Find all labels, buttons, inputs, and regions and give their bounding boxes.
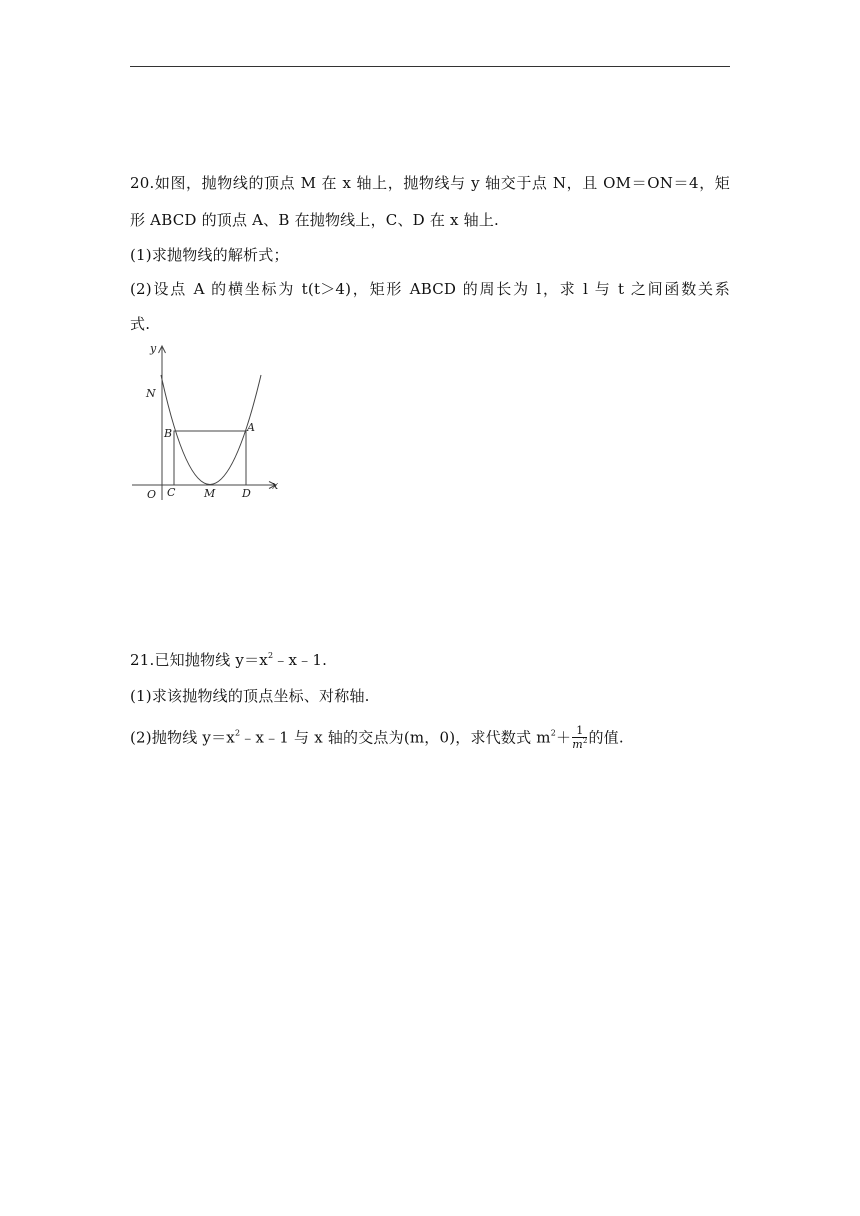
parabola-figure — [130, 340, 282, 505]
q21-part2-sup1: 2 — [234, 728, 241, 738]
q21-part2-sup2: 2 — [550, 728, 556, 738]
q21-line1-post: ﹣x﹣1. — [273, 651, 328, 669]
q20-line1: 20.如图，抛物线的顶点 M 在 x 轴上，抛物线与 y 轴交于点 N，且 OM＝ON＝4，矩 — [130, 174, 730, 192]
q21-line1-sup: 2 — [267, 651, 274, 660]
q20-line2: 形 ABCD 的顶点 A、B 在抛物线上，C、D 在 x 轴上. — [130, 211, 500, 229]
q21-part2 — [130, 725, 730, 752]
label-b: B — [164, 427, 173, 440]
q21-part2-plus: ＋ — [555, 728, 572, 747]
label-a: A — [247, 421, 255, 434]
q21-part2-c: 的值. — [588, 728, 624, 747]
q21-line1 — [130, 650, 730, 670]
q20-part2-line1: (2)设点 A 的横坐标为 t(t＞4)，矩形 ABCD 的周长为 l，求 l 与 t 之间函数关系 — [130, 280, 730, 298]
fraction-numerator: 1 — [572, 724, 587, 738]
q21-part1: (1)求该抛物线的顶点坐标、对称轴. — [130, 687, 370, 705]
q20-part1: (1)求抛物线的解析式； — [130, 246, 289, 264]
q21-part2-b: ﹣x﹣1 与 x 轴的交点为(m，0)，求代数式 m — [240, 728, 551, 747]
q20-part2-line2: 式. — [130, 315, 151, 333]
label-y: y — [150, 342, 157, 355]
fraction-denominator — [572, 738, 587, 751]
label-o: O — [147, 488, 157, 501]
q21-part2-a: (2)抛物线 y＝x — [130, 728, 235, 747]
fraction-denominator-sup: 2 — [582, 737, 588, 745]
label-d: D — [242, 487, 251, 500]
q21-fraction — [572, 724, 587, 751]
label-c: C — [167, 486, 176, 499]
label-x: x — [272, 479, 279, 492]
header-rule — [130, 66, 730, 67]
q21-line1-pre: 21.已知抛物线 y＝x — [130, 651, 268, 669]
label-m: M — [204, 487, 216, 500]
fraction-denominator-base: m — [572, 738, 583, 751]
label-n: N — [146, 387, 156, 400]
